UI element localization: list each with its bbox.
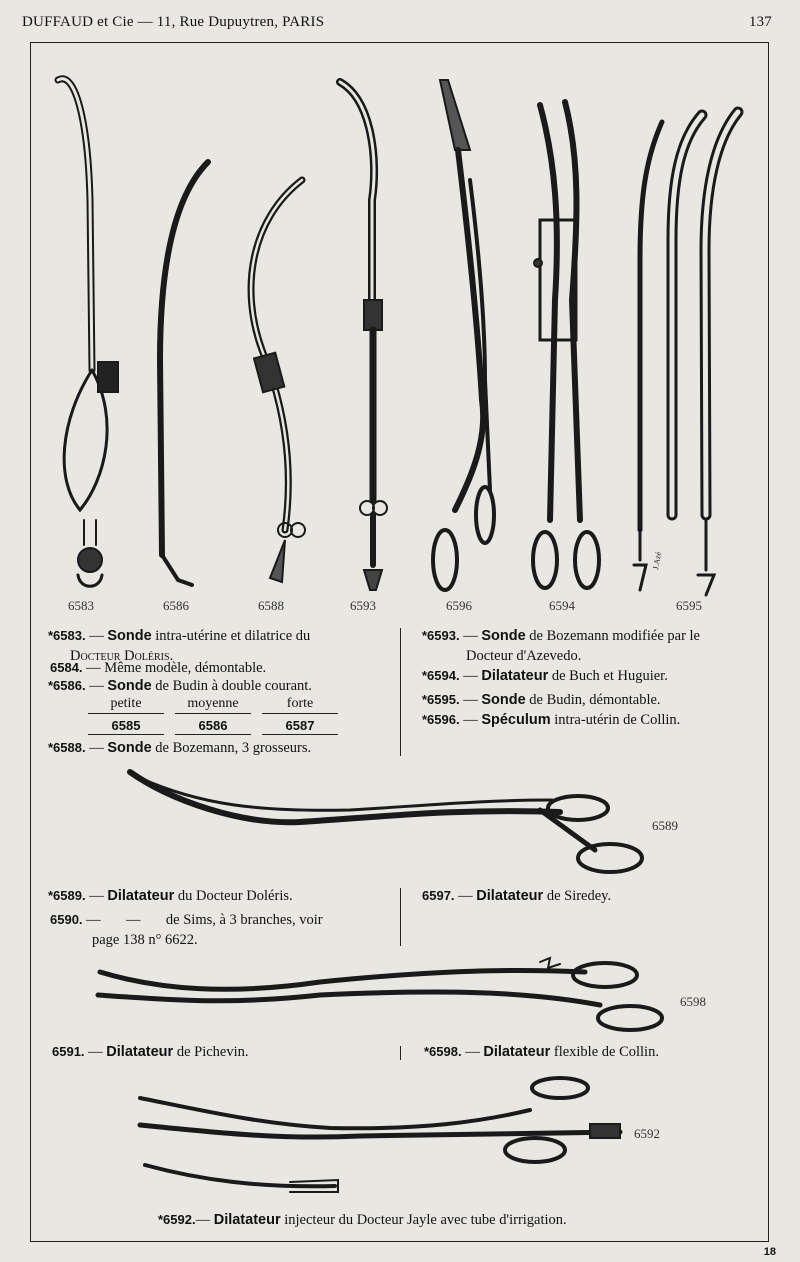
instrument-6592 [140, 1078, 620, 1192]
size-value: 6587 [262, 714, 338, 735]
maker-stamp: DUFFAUD [78, 290, 85, 324]
instrument-6595 [634, 112, 738, 595]
entry-keyword: Dilatateur [476, 888, 544, 904]
entry-keyword: Spéculum [481, 712, 551, 728]
instrument-6593 [340, 82, 387, 590]
size-label: petite [88, 696, 164, 714]
entry-number: *6583. [48, 628, 86, 643]
instrument-6589 [130, 772, 642, 872]
entry-6583: *6583. — Sonde intra-utérine et dilatrice du Docteur Doléris. [48, 628, 311, 664]
entry-6588: *6588. — Sonde de Bozemann, 3 grosseurs. [48, 740, 312, 756]
entry-6594: *6594. — Dilatateur de Buch et Huguier. [422, 668, 668, 684]
entry-keyword: Sonde [107, 628, 152, 644]
figure-label-6589: 6589 [652, 818, 678, 833]
entry-number: 6591. [52, 1044, 85, 1059]
entry-6586: *6586. — Sonde de Budin à double courant. [48, 678, 312, 694]
figure-label-6595: 6595 [676, 598, 702, 613]
entry-keyword: Sonde [107, 740, 152, 756]
entry-keyword: Dilatateur [107, 888, 175, 904]
entry-6592: *6592.— Dilatateur injecteur du Docteur Jayle avec tube d'irrigation. [158, 1212, 567, 1228]
header-publisher: DUFFAUD et Cie — 11, Rue Dupuytren, PARIS [22, 14, 325, 30]
column-divider [400, 1046, 401, 1060]
instrument-6594 [533, 102, 599, 588]
figure-label-6592: 6592 [634, 1126, 660, 1141]
entry-6597: 6597. — Dilatateur de Siredey. [422, 888, 612, 904]
column-divider [400, 628, 401, 756]
instrument-6583 [58, 79, 118, 587]
instrument-6598 [98, 958, 662, 1030]
instrument-6586 [160, 162, 208, 585]
figure-label-6596: 6596 [446, 598, 472, 613]
figure-label-6583: 6583 [68, 598, 94, 613]
figure-label-6593: 6593 [350, 598, 376, 613]
sizes-table [88, 696, 338, 735]
entry-6589: *6589. — Dilatateur du Docteur Doléris. [48, 888, 293, 904]
instrument-6596 [433, 80, 494, 590]
entry-number: *6588. [48, 740, 86, 755]
figure-label-6586: 6586 [163, 598, 189, 613]
entry-keyword: Dilatateur [106, 1044, 174, 1060]
entry-number: 6597. [422, 888, 455, 903]
entry-6596: *6596. — Spéculum intra-utérin de Collin. [422, 712, 681, 728]
figure-label-6594: 6594 [549, 598, 575, 613]
entry-number: *6589. [48, 888, 86, 903]
entry-keyword: Dilatateur [213, 1212, 281, 1228]
entry-6584: 6584. — Même modèle, démontable. [50, 660, 267, 676]
instrument-6588 [251, 180, 305, 582]
entry-6593: *6593. — Sonde de Bozemann modifiée par le Docteur d'Azevedo. [422, 628, 700, 664]
entry-number: 6584. [50, 660, 83, 675]
size-label: forte [262, 696, 338, 714]
entry-number: *6593. [422, 628, 460, 643]
header-page-number: 137 [748, 14, 772, 30]
figure-label-6588: 6588 [258, 598, 284, 613]
signature-mark: 18 [763, 1246, 776, 1258]
entry-6598: *6598. — Dilatateur flexible de Collin. [424, 1044, 659, 1060]
entry-keyword: Sonde [107, 678, 152, 694]
entry-6590: 6590. — — de Sims, à 3 branches, voir [50, 912, 323, 928]
entry-number: *6594. [422, 668, 460, 683]
size-value: 6585 [88, 714, 164, 735]
entry-continuation: Docteur Doléris. [70, 648, 174, 664]
entry-6590-continuation: page 138 n° 6622. [92, 932, 198, 948]
entry-number: *6595. [422, 692, 460, 707]
entry-number: *6596. [422, 712, 460, 727]
entry-keyword: Dilatateur [483, 1044, 551, 1060]
entry-continuation: Docteur d'Azevedo. [466, 648, 582, 664]
figure-label-6598: 6598 [680, 994, 706, 1009]
artist-signature: J.Azé [651, 551, 664, 571]
entry-number: *6592. [158, 1212, 196, 1227]
entry-number: 6590. [50, 912, 83, 927]
entry-number: *6586. [48, 678, 86, 693]
entry-6595: *6595. — Sonde de Budin, démontable. [422, 692, 661, 708]
column-divider [400, 888, 401, 946]
size-value: 6586 [175, 714, 251, 735]
sizes-values-row [88, 714, 338, 735]
sizes-labels-row [88, 696, 338, 714]
entry-keyword: Sonde [481, 628, 526, 644]
size-label: moyenne [175, 696, 251, 714]
entry-keyword: Sonde [481, 692, 526, 708]
entry-6591: 6591. — Dilatateur de Pichevin. [52, 1044, 249, 1060]
entry-number: *6598. [424, 1044, 462, 1059]
entry-keyword: Dilatateur [481, 668, 549, 684]
